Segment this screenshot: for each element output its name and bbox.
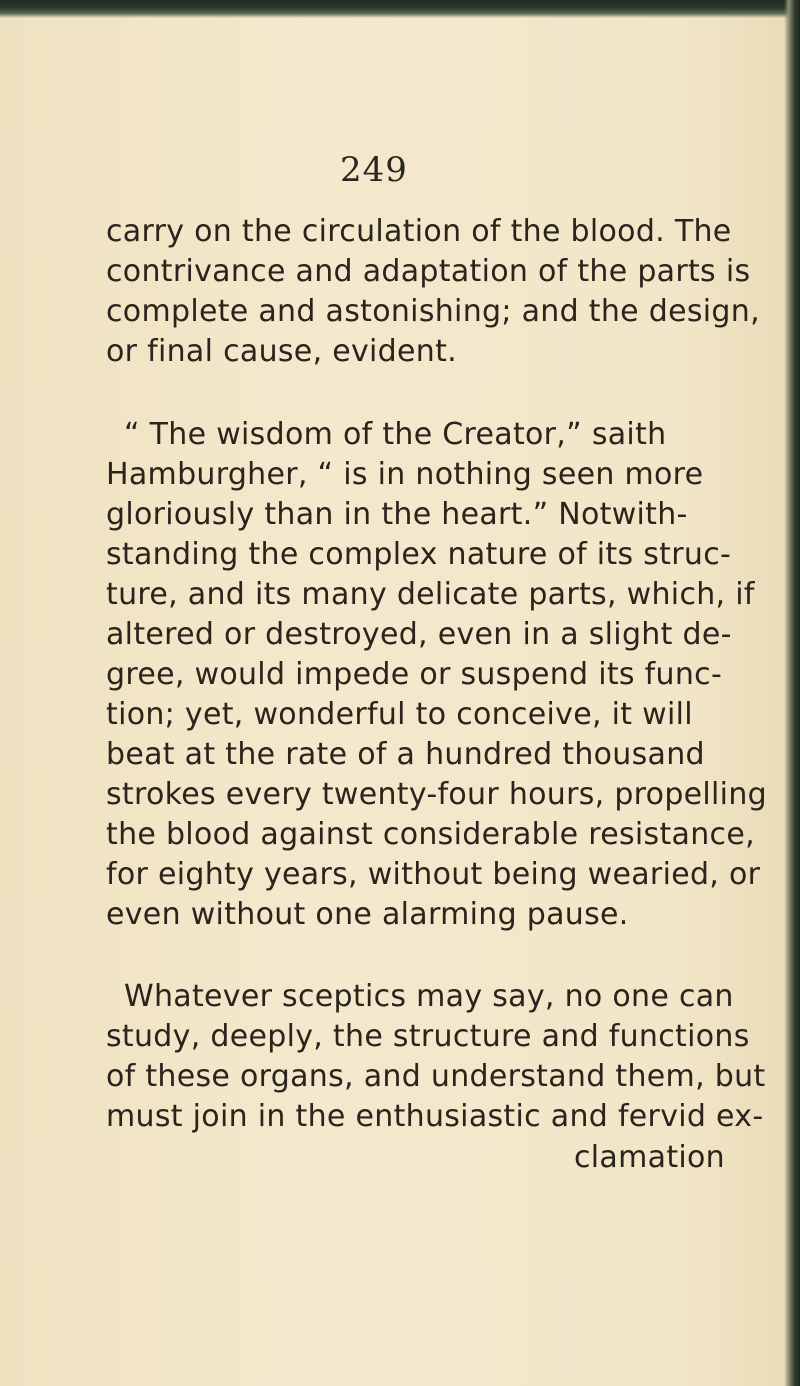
text-line: Hamburgher, “ is in nothing seen more [106, 457, 704, 492]
text-line: gloriously than in the heart.” Notwith- [106, 497, 688, 532]
page-top-edge [0, 0, 800, 18]
text-line: the blood against considerable resistance, [106, 817, 755, 852]
page-right-edge [784, 0, 800, 1386]
text-line: contrivance and adaptation of the parts is [106, 254, 751, 289]
text-line: of these organs, and understand them, but [106, 1059, 766, 1094]
text-line: altered or destroyed, even in a slight de- [106, 617, 732, 652]
text-line: even without one alarming pause. [106, 897, 629, 932]
text-line: must join in the enthusiastic and fervid ex- [106, 1099, 764, 1134]
text-line: tion; yet, wonderful to conceive, it will [106, 697, 693, 732]
text-line: for eighty years, without being wearied, or [106, 857, 761, 892]
text-line: beat at the rate of a hundred thousand [106, 737, 705, 772]
page-number: 249 [340, 150, 408, 190]
text-line: standing the complex nature of its struc- [106, 537, 732, 572]
text-line: gree, would impede or suspend its func- [106, 657, 723, 692]
text-line: “ The wisdom of the Creator,” saith [124, 417, 667, 452]
text-line: complete and astonishing; and the design, [106, 294, 760, 329]
text-line: Whatever sceptics may say, no one can [124, 979, 734, 1014]
text-line: carry on the circulation of the blood. The [106, 214, 732, 249]
catchword: clamation [574, 1140, 725, 1175]
text-line: strokes every twenty-four hours, propelling [106, 777, 767, 812]
text-line: study, deeply, the structure and functions [106, 1019, 750, 1054]
text-line: or final cause, evident. [106, 334, 457, 369]
text-line: ture, and its many delicate parts, which, if [106, 577, 755, 612]
